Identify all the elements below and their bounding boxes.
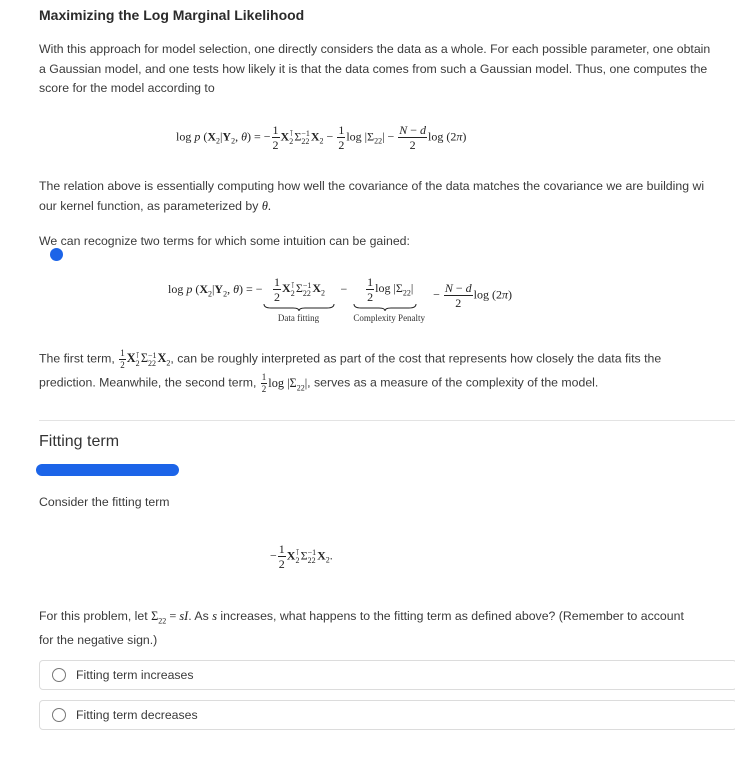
relation-paragraph — [39, 177, 735, 216]
complexity-inline-math: $\frac{1}{2}$ $\log |\Sigma_{22}|$ — [261, 372, 308, 395]
problem-line-1 — [39, 607, 735, 631]
relation-line-2 — [39, 197, 735, 217]
option-increases[interactable] — [39, 660, 735, 690]
annotation-scribble — [36, 464, 179, 476]
recognize-text: We can recognize two terms for which some intuition can be gained: — [39, 234, 410, 248]
first-term-line-2 — [39, 373, 735, 397]
option-increases-label: Fitting term increases — [76, 668, 194, 682]
radio-increases[interactable] — [52, 668, 66, 682]
problem-line-2: for the negative sign.) — [39, 632, 158, 647]
complexity-label: Complexity Penalty — [353, 313, 426, 323]
decomposed-equation: log p ($X_2|Y_2$, θ) = − $\frac{1}{2}$ X ⊺ 2 Σ −1 22 $X_2$ Data fitting − $\frac{1}{2}$ $\log |\Sigma_{22}|$ Complexity Penalty − $\frac{N - d}{2}$ log (2π) — [168, 275, 512, 323]
data-fitting-label: Data fitting — [277, 313, 320, 323]
data-fitting-brace — [263, 303, 335, 311]
intro-paragraph — [39, 40, 735, 99]
problem-text-3: increases, what happens to the fitting term as defined above? (Remember to account — [220, 609, 684, 623]
problem-text-1: For this problem, let — [39, 609, 148, 623]
section-divider — [39, 420, 735, 421]
problem-text-2: . As — [188, 609, 209, 623]
first-term-line-1 — [39, 349, 735, 373]
consider-text: Consider the fitting term — [39, 495, 170, 509]
option-decreases-label: Fitting term decreases — [76, 708, 198, 722]
complexity-brace — [353, 303, 417, 311]
sigma-equals-sI: $\Sigma_{22}$ = sI — [151, 609, 189, 626]
intro-line-2: a Gaussian model, and one tests how likely it is that the data comes from such a Gaussian model. Thus, one computes the — [39, 61, 708, 76]
first-term-paragraph — [39, 349, 735, 398]
relation-line-1: The relation above is essentially computing how well the covariance of the data matches the covariance we are building wi — [39, 179, 705, 193]
fitting-term-inline-math: $\frac{1}{2}$ X ⊺ 2 Σ −1 22 $X_2$ — [120, 348, 171, 370]
data-fitting-group: $\frac{1}{2}$ X ⊺ 2 Σ −1 22 $X_2$ Data fitting — [263, 276, 335, 323]
radio-decreases[interactable] — [52, 708, 66, 722]
annotation-dot — [50, 248, 63, 261]
fitting-term-title: Fitting term — [39, 433, 120, 450]
complexity-group: $\frac{1}{2}$ $\log |\Sigma_{22}|$ Complexity Penalty — [353, 275, 426, 323]
first-term-text-4: , serves as a measure of the complexity of the model. — [307, 375, 599, 390]
log-likelihood-equation: log p ($X_2|Y_2$, θ) = − $\frac{1}{2}$ X ⊺ 2 Σ −1 22 $X_2$ − $\frac{1}{2}$ $\log |\Sigma_{22}|$ − $\frac{N - d}{2}$ log (2π) — [176, 123, 467, 152]
s-symbol: s — [212, 609, 217, 623]
option-decreases[interactable] — [39, 700, 735, 730]
first-term-text-2: , can be roughly interpreted as part of the cost that represents how closely the data fits the — [170, 351, 662, 366]
first-term-text-1: The first term, — [39, 351, 115, 366]
relation-line-2-text: our kernel function, as parameterized by — [39, 198, 259, 213]
first-term-text-3: prediction. Meanwhile, the second term, — [39, 375, 257, 390]
theta-symbol: θ. — [261, 198, 271, 213]
page-title: Maximizing the Log Marginal Likelihood — [39, 7, 305, 23]
intro-line-1: With this approach for model selection, one directly considers the data as a whole. For each possible parameter, one obtain — [39, 42, 711, 56]
problem-paragraph — [39, 607, 735, 650]
fitting-term-equation: − $\frac{1}{2}$ X ⊺ 2 Σ −1 22 $X_2$. — [270, 542, 333, 571]
intro-line-3: score for the model according to — [39, 81, 215, 95]
